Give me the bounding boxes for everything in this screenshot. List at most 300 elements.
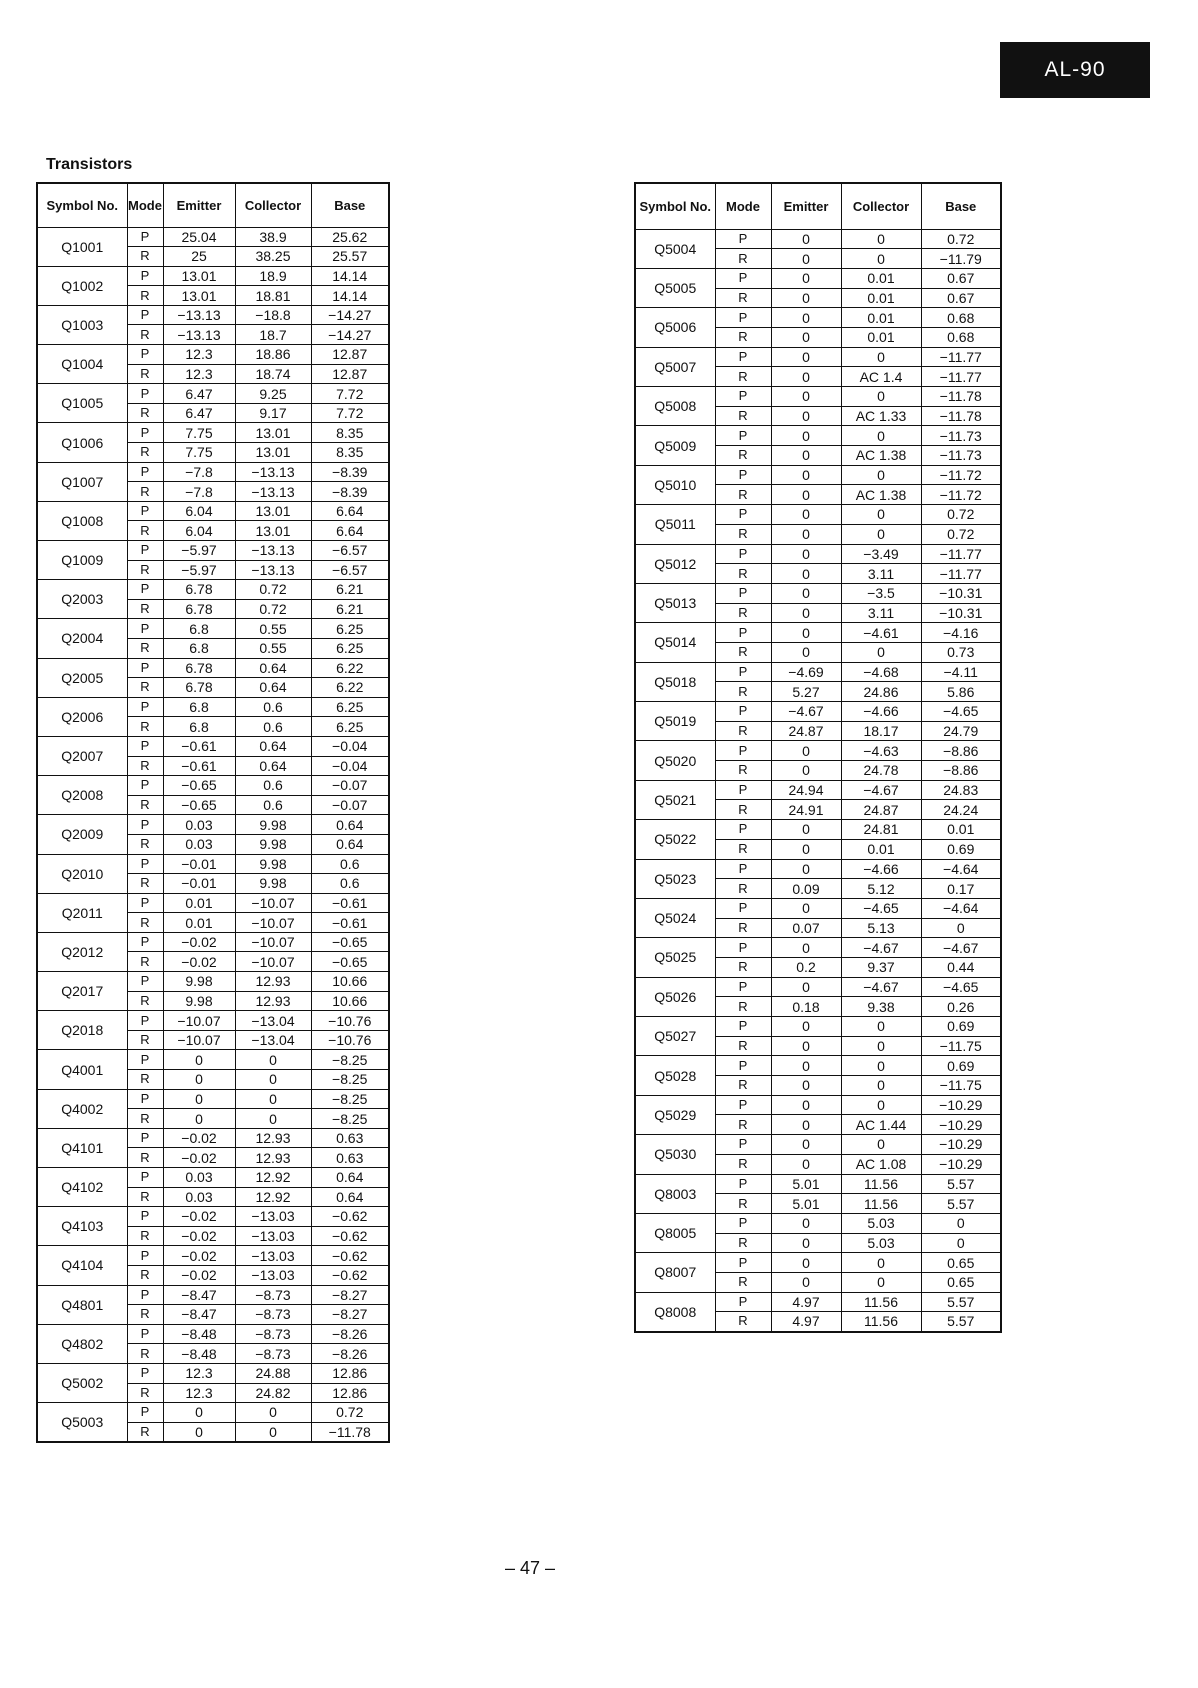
collector-cell: 9.98: [235, 815, 311, 835]
base-cell: 6.25: [311, 638, 389, 658]
table-row: [37, 1324, 389, 1344]
emitter-cell: 6.78: [163, 678, 235, 698]
emitter-cell: −0.01: [163, 874, 235, 894]
emitter-cell: 0.18: [771, 997, 841, 1017]
table-header-row: [37, 183, 389, 227]
symbol-cell: Q8005: [635, 1213, 715, 1252]
emitter-cell: 5.01: [771, 1174, 841, 1194]
table-row: [37, 266, 389, 286]
mode-cell: R: [715, 367, 771, 387]
collector-cell: 0.64: [235, 658, 311, 678]
collector-cell: −13.03: [235, 1265, 311, 1285]
base-cell: −8.86: [921, 761, 1001, 781]
emitter-cell: 6.78: [163, 599, 235, 619]
mode-cell: R: [715, 1194, 771, 1214]
base-cell: 0.6: [311, 874, 389, 894]
base-cell: −10.31: [921, 603, 1001, 623]
base-cell: −14.27: [311, 325, 389, 345]
collector-cell: −13.04: [235, 1030, 311, 1050]
collector-cell: −10.07: [235, 893, 311, 913]
symbol-cell: Q1005: [37, 384, 127, 423]
emitter-cell: 0: [771, 1213, 841, 1233]
collector-cell: −13.13: [235, 482, 311, 502]
collector-cell: −4.61: [841, 623, 921, 643]
emitter-cell: 0: [163, 1109, 235, 1129]
emitter-cell: −0.01: [163, 854, 235, 874]
table-row: [37, 697, 389, 717]
mode-cell: P: [715, 1056, 771, 1076]
base-cell: −4.65: [921, 977, 1001, 997]
mode-cell: R: [127, 482, 163, 502]
collector-cell: 0.72: [235, 580, 311, 600]
collector-cell: 0.01: [841, 327, 921, 347]
collector-cell: −4.66: [841, 702, 921, 722]
mode-cell: R: [715, 1312, 771, 1332]
base-cell: −10.29: [921, 1154, 1001, 1174]
base-cell: 0.26: [921, 997, 1001, 1017]
emitter-cell: −0.02: [163, 952, 235, 972]
symbol-cell: Q4104: [37, 1246, 127, 1285]
emitter-cell: 6.8: [163, 619, 235, 639]
base-cell: 0.64: [311, 834, 389, 854]
base-cell: −8.25: [311, 1050, 389, 1070]
collector-cell: 0.55: [235, 638, 311, 658]
table-row: [37, 1050, 389, 1070]
collector-cell: 38.9: [235, 227, 311, 247]
base-cell: −6.57: [311, 541, 389, 561]
mode-cell: R: [715, 327, 771, 347]
collector-cell: 0: [841, 1095, 921, 1115]
base-cell: 24.24: [921, 800, 1001, 820]
header-symbol: Symbol No.: [635, 183, 715, 229]
emitter-cell: −0.61: [163, 736, 235, 756]
symbol-cell: Q5013: [635, 583, 715, 622]
emitter-cell: −0.02: [163, 1128, 235, 1148]
emitter-cell: −4.67: [771, 702, 841, 722]
mode-cell: P: [715, 859, 771, 879]
base-cell: 24.83: [921, 780, 1001, 800]
mode-cell: P: [715, 623, 771, 643]
table-row: [37, 423, 389, 443]
base-cell: −6.57: [311, 560, 389, 580]
header-mode: Mode: [127, 183, 163, 227]
emitter-cell: 0: [771, 347, 841, 367]
base-cell: −4.64: [921, 898, 1001, 918]
mode-cell: R: [127, 364, 163, 384]
emitter-cell: −0.02: [163, 1246, 235, 1266]
collector-cell: 11.56: [841, 1174, 921, 1194]
emitter-cell: 0: [771, 642, 841, 662]
symbol-cell: Q1001: [37, 227, 127, 266]
mode-cell: R: [127, 638, 163, 658]
collector-cell: 0.55: [235, 619, 311, 639]
table-row: [635, 741, 1001, 761]
mode-cell: P: [127, 697, 163, 717]
emitter-cell: 0: [771, 603, 841, 623]
base-cell: −8.27: [311, 1285, 389, 1305]
collector-cell: 0: [235, 1070, 311, 1090]
emitter-cell: 0: [771, 367, 841, 387]
mode-cell: R: [715, 957, 771, 977]
collector-cell: −10.07: [235, 913, 311, 933]
mode-cell: R: [715, 839, 771, 859]
mode-cell: P: [127, 384, 163, 404]
base-cell: 6.21: [311, 599, 389, 619]
emitter-cell: 0.09: [771, 879, 841, 899]
mode-cell: P: [127, 1363, 163, 1383]
symbol-cell: Q5011: [635, 505, 715, 544]
symbol-cell: Q4801: [37, 1285, 127, 1324]
base-cell: 14.14: [311, 266, 389, 286]
emitter-cell: 0: [771, 505, 841, 525]
emitter-cell: 7.75: [163, 423, 235, 443]
emitter-cell: 0: [771, 623, 841, 643]
base-cell: −0.04: [311, 736, 389, 756]
symbol-cell: Q5003: [37, 1403, 127, 1442]
base-cell: −0.62: [311, 1265, 389, 1285]
emitter-cell: 0: [771, 446, 841, 466]
table-row: [635, 662, 1001, 682]
mode-cell: P: [715, 1213, 771, 1233]
symbol-cell: Q1008: [37, 501, 127, 540]
emitter-cell: −5.97: [163, 560, 235, 580]
base-cell: 0.64: [311, 815, 389, 835]
base-cell: −11.72: [921, 465, 1001, 485]
emitter-cell: 24.91: [771, 800, 841, 820]
base-cell: −0.04: [311, 756, 389, 776]
page-number: – 47 –: [504, 1558, 556, 1578]
collector-cell: 0: [841, 347, 921, 367]
table-row: [635, 820, 1001, 840]
table-row: [635, 1056, 1001, 1076]
emitter-cell: 0: [771, 1056, 841, 1076]
symbol-cell: Q5005: [635, 268, 715, 307]
mode-cell: P: [127, 1207, 163, 1227]
emitter-cell: 0: [771, 465, 841, 485]
collector-cell: AC 1.38: [841, 446, 921, 466]
table-row: [37, 619, 389, 639]
table-row: [635, 347, 1001, 367]
collector-cell: 0: [841, 1076, 921, 1096]
base-cell: −0.62: [311, 1207, 389, 1227]
collector-cell: 12.93: [235, 972, 311, 992]
base-cell: −4.67: [921, 938, 1001, 958]
mode-cell: R: [127, 1030, 163, 1050]
mode-cell: R: [127, 286, 163, 306]
mode-cell: P: [715, 505, 771, 525]
base-cell: −14.27: [311, 305, 389, 325]
emitter-cell: 0: [771, 1135, 841, 1155]
mode-cell: P: [715, 1253, 771, 1273]
emitter-cell: 0: [771, 1017, 841, 1037]
symbol-cell: Q5009: [635, 426, 715, 465]
mode-cell: R: [127, 521, 163, 541]
collector-cell: 0: [235, 1089, 311, 1109]
emitter-cell: 0: [771, 938, 841, 958]
collector-cell: 3.11: [841, 564, 921, 584]
collector-cell: 12.93: [235, 1148, 311, 1168]
header-emitter: Emitter: [163, 183, 235, 227]
base-cell: 0.72: [311, 1403, 389, 1423]
emitter-cell: 0: [771, 308, 841, 328]
emitter-cell: 6.04: [163, 501, 235, 521]
collector-cell: 12.93: [235, 1128, 311, 1148]
collector-cell: 18.9: [235, 266, 311, 286]
collector-cell: 0: [841, 524, 921, 544]
symbol-cell: Q2011: [37, 893, 127, 932]
base-cell: 25.62: [311, 227, 389, 247]
collector-cell: AC 1.44: [841, 1115, 921, 1135]
mode-cell: R: [715, 446, 771, 466]
collector-cell: 0: [841, 1272, 921, 1292]
emitter-cell: −0.02: [163, 932, 235, 952]
base-cell: 0: [921, 1233, 1001, 1253]
collector-cell: 9.98: [235, 854, 311, 874]
symbol-cell: Q5026: [635, 977, 715, 1016]
mode-cell: R: [715, 997, 771, 1017]
emitter-cell: 0: [163, 1089, 235, 1109]
collector-cell: −3.5: [841, 583, 921, 603]
emitter-cell: 6.8: [163, 638, 235, 658]
symbol-cell: Q2003: [37, 580, 127, 619]
symbol-cell: Q2012: [37, 932, 127, 971]
base-cell: −4.11: [921, 662, 1001, 682]
base-cell: 0.64: [311, 1168, 389, 1188]
collector-cell: 3.11: [841, 603, 921, 623]
emitter-cell: −0.61: [163, 756, 235, 776]
table-row: [635, 229, 1001, 249]
mode-cell: R: [715, 1115, 771, 1135]
collector-cell: 5.13: [841, 918, 921, 938]
emitter-cell: 6.47: [163, 403, 235, 423]
table-row: [635, 268, 1001, 288]
base-cell: −0.65: [311, 952, 389, 972]
symbol-cell: Q2009: [37, 815, 127, 854]
table-row: [635, 387, 1001, 407]
mode-cell: R: [127, 795, 163, 815]
symbol-cell: Q5008: [635, 387, 715, 426]
mode-cell: P: [127, 1168, 163, 1188]
base-cell: 5.57: [921, 1174, 1001, 1194]
collector-cell: 0: [235, 1109, 311, 1129]
mode-cell: R: [127, 247, 163, 267]
mode-cell: P: [127, 658, 163, 678]
emitter-cell: −0.02: [163, 1148, 235, 1168]
symbol-cell: Q4101: [37, 1128, 127, 1167]
table-row: [37, 1089, 389, 1109]
table-row: [37, 501, 389, 521]
collector-cell: AC 1.4: [841, 367, 921, 387]
mode-cell: R: [715, 879, 771, 899]
collector-cell: 0: [235, 1050, 311, 1070]
mode-cell: R: [127, 599, 163, 619]
symbol-cell: Q1009: [37, 541, 127, 580]
emitter-cell: 0: [771, 1253, 841, 1273]
collector-cell: −13.03: [235, 1207, 311, 1227]
base-cell: 14.14: [311, 286, 389, 306]
emitter-cell: 4.97: [771, 1312, 841, 1332]
symbol-cell: Q5025: [635, 938, 715, 977]
symbol-cell: Q4802: [37, 1324, 127, 1363]
base-cell: 0.72: [921, 524, 1001, 544]
emitter-cell: 0: [771, 249, 841, 269]
collector-cell: 9.37: [841, 957, 921, 977]
symbol-cell: Q5010: [635, 465, 715, 504]
base-cell: −8.26: [311, 1344, 389, 1364]
table-row: [635, 1213, 1001, 1233]
symbol-cell: Q2018: [37, 1011, 127, 1050]
mode-cell: P: [715, 308, 771, 328]
mode-cell: P: [127, 854, 163, 874]
collector-cell: 5.03: [841, 1233, 921, 1253]
base-cell: −11.77: [921, 564, 1001, 584]
symbol-cell: Q5030: [635, 1135, 715, 1174]
symbol-cell: Q5019: [635, 702, 715, 741]
base-cell: −11.77: [921, 544, 1001, 564]
collector-cell: 0: [841, 1036, 921, 1056]
mode-cell: P: [715, 426, 771, 446]
emitter-cell: 24.87: [771, 721, 841, 741]
symbol-cell: Q2004: [37, 619, 127, 658]
mode-cell: R: [127, 325, 163, 345]
mode-cell: R: [127, 1187, 163, 1207]
base-cell: 0.67: [921, 268, 1001, 288]
collector-cell: −4.67: [841, 977, 921, 997]
mode-cell: P: [127, 305, 163, 325]
base-cell: −11.79: [921, 249, 1001, 269]
mode-cell: P: [715, 268, 771, 288]
mode-cell: P: [127, 1050, 163, 1070]
transistors-table-right: [634, 182, 1002, 1333]
collector-cell: 0: [841, 642, 921, 662]
table-row: [37, 893, 389, 913]
emitter-cell: 0: [771, 524, 841, 544]
mode-cell: P: [127, 1324, 163, 1344]
header-base: Base: [921, 183, 1001, 229]
mode-cell: R: [715, 288, 771, 308]
base-cell: −11.78: [921, 406, 1001, 426]
emitter-cell: 0.01: [163, 893, 235, 913]
mode-cell: R: [715, 800, 771, 820]
symbol-cell: Q4103: [37, 1207, 127, 1246]
symbol-cell: Q4002: [37, 1089, 127, 1128]
table-row: [635, 544, 1001, 564]
collector-cell: 9.98: [235, 834, 311, 854]
emitter-cell: 0: [771, 859, 841, 879]
symbol-cell: Q5027: [635, 1017, 715, 1056]
emitter-cell: 0: [771, 1036, 841, 1056]
base-cell: −0.61: [311, 893, 389, 913]
mode-cell: P: [715, 229, 771, 249]
mode-cell: R: [127, 1344, 163, 1364]
emitter-cell: 0: [771, 1095, 841, 1115]
symbol-cell: Q5014: [635, 623, 715, 662]
collector-cell: −8.73: [235, 1305, 311, 1325]
collector-cell: 0: [841, 505, 921, 525]
emitter-cell: −13.13: [163, 325, 235, 345]
base-cell: −11.75: [921, 1076, 1001, 1096]
collector-cell: 13.01: [235, 443, 311, 463]
emitter-cell: −10.07: [163, 1011, 235, 1031]
symbol-cell: Q5007: [635, 347, 715, 386]
mode-cell: P: [715, 347, 771, 367]
collector-cell: 11.56: [841, 1292, 921, 1312]
collector-cell: 0.01: [841, 308, 921, 328]
mode-cell: P: [127, 619, 163, 639]
emitter-cell: 25.04: [163, 227, 235, 247]
emitter-cell: −8.48: [163, 1324, 235, 1344]
emitter-cell: −0.02: [163, 1265, 235, 1285]
base-cell: −10.29: [921, 1115, 1001, 1135]
base-cell: −10.76: [311, 1011, 389, 1031]
symbol-cell: Q2017: [37, 972, 127, 1011]
base-cell: 5.57: [921, 1194, 1001, 1214]
header-mode: Mode: [715, 183, 771, 229]
mode-cell: R: [715, 603, 771, 623]
collector-cell: 0: [841, 1135, 921, 1155]
emitter-cell: 12.3: [163, 1383, 235, 1403]
emitter-cell: −13.13: [163, 305, 235, 325]
table-row: [37, 776, 389, 796]
base-cell: −8.25: [311, 1089, 389, 1109]
emitter-cell: −4.69: [771, 662, 841, 682]
base-cell: 0.69: [921, 1056, 1001, 1076]
table-row: [635, 505, 1001, 525]
mode-cell: R: [715, 249, 771, 269]
table-row: [635, 780, 1001, 800]
emitter-cell: −7.8: [163, 462, 235, 482]
emitter-cell: 9.98: [163, 991, 235, 1011]
base-cell: 6.25: [311, 619, 389, 639]
base-cell: 6.64: [311, 501, 389, 521]
mode-cell: P: [715, 820, 771, 840]
emitter-cell: 12.3: [163, 345, 235, 365]
collector-cell: 5.03: [841, 1213, 921, 1233]
collector-cell: 0: [841, 1253, 921, 1273]
collector-cell: −13.13: [235, 541, 311, 561]
mode-cell: P: [715, 702, 771, 722]
emitter-cell: 6.8: [163, 697, 235, 717]
base-cell: 8.35: [311, 443, 389, 463]
symbol-cell: Q2007: [37, 736, 127, 775]
mode-cell: P: [715, 741, 771, 761]
symbol-cell: Q5024: [635, 898, 715, 937]
collector-cell: −4.67: [841, 938, 921, 958]
collector-cell: 24.87: [841, 800, 921, 820]
emitter-cell: 0: [771, 268, 841, 288]
mode-cell: P: [127, 776, 163, 796]
emitter-cell: 0: [771, 820, 841, 840]
mode-cell: P: [715, 1017, 771, 1037]
emitter-cell: 12.3: [163, 1363, 235, 1383]
collector-cell: −10.07: [235, 932, 311, 952]
base-cell: 0.44: [921, 957, 1001, 977]
symbol-cell: Q2008: [37, 776, 127, 815]
collector-cell: 0.64: [235, 736, 311, 756]
base-cell: 0.68: [921, 327, 1001, 347]
base-cell: −8.25: [311, 1070, 389, 1090]
collector-cell: 24.78: [841, 761, 921, 781]
collector-cell: −4.68: [841, 662, 921, 682]
collector-cell: −13.04: [235, 1011, 311, 1031]
mode-cell: P: [127, 1246, 163, 1266]
emitter-cell: 13.01: [163, 266, 235, 286]
collector-cell: 18.81: [235, 286, 311, 306]
emitter-cell: 0.03: [163, 1168, 235, 1188]
base-cell: −10.31: [921, 583, 1001, 603]
table-row: [37, 658, 389, 678]
emitter-cell: 0: [771, 583, 841, 603]
